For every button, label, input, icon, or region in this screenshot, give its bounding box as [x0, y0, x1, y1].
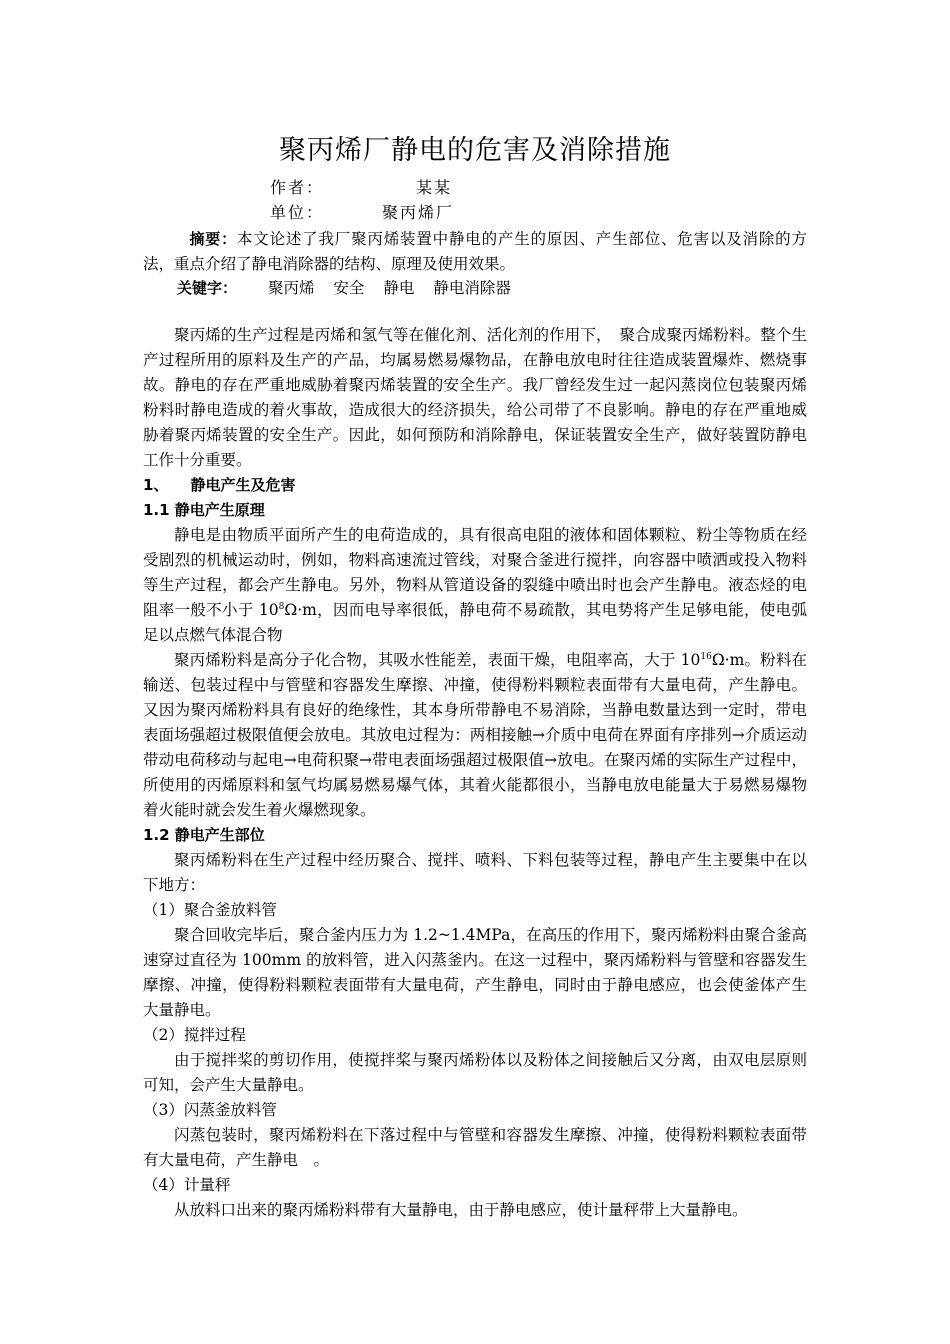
keyword: 聚丙烯 — [267, 279, 315, 297]
section-number: 1、 — [143, 476, 169, 494]
abstract-text: 本文论述了我厂聚丙烯装置中静电的产生的原因、产生部位、危害以及消除的方法，重点介绍了静电消除器的结构、原理及使用效果。 — [143, 230, 807, 273]
list-item-text: 由于搅拌桨的剪切作用，使搅拌桨与聚丙烯粉体以及粉体之间接触后又分离，由双电层原则可知，会产生大量静电。 — [143, 1051, 807, 1094]
author-label: 作者： — [270, 178, 325, 197]
abstract — [143, 227, 807, 277]
subsection-heading: 1.1 静电产生原理 — [143, 501, 265, 519]
list-item-label: （1）聚合釜放料管 — [143, 901, 277, 919]
paragraph — [143, 648, 807, 823]
document-title: 聚丙烯厂静电的危害及消除措施 — [279, 135, 671, 166]
main-content — [143, 323, 807, 1223]
intro-paragraph: 聚丙烯的生产过程是丙烯和氢气等在催化剂、活化剂的作用下， 聚合成聚丙烯粉料。整个生产过程所用的原料及生产的产品，均属易燃易爆物品，在静电放电时往往造成装置爆炸、燃烧事故。静电的存在严重地威胁着聚丙烯装置的安全生产。我厂曾经发生过一起闪蒸岗位包装聚丙烯粉料时静电造成的着火事故，造成很大的经济损失，给公司带了不良影响。静电的存在严重地威胁着聚丙烯装置的安全生产。因此，如何预防和消除静电，保证装置安全生产，做好装置防静电工作十分重要。 — [143, 326, 807, 469]
text-run: 聚丙烯粉料是高分子化合物，其吸水性能差，表面干燥，电阻率高，大于 10 — [174, 651, 701, 669]
keywords-label: 关键字： — [177, 279, 238, 297]
keywords — [177, 276, 841, 301]
unit-label: 单位： — [270, 203, 325, 222]
list-item-label: （2）搅拌过程 — [143, 1026, 246, 1044]
superscript: 8 — [278, 601, 285, 612]
text-run: 静电是由物质平面所产生的电荷造成的，具有很高电阻的液体和固体颗粒、粉尘等物质在经受剧烈的机械运动时，例如，物料高速流过管线，对聚合釜进行搅拌，向容器中喷洒或投入物料等生产过程，都会产生静电。另外，物料从管道设备的裂缝中喷出时也会产生静电。液态烃的电阻率一般不小于 10 — [143, 526, 807, 619]
superscript: 16 — [700, 651, 712, 662]
author-name: 某某 — [416, 178, 453, 197]
section-title: 静电产生及危害 — [190, 476, 296, 494]
section-heading — [143, 473, 807, 498]
abstract-label: 摘要： — [189, 230, 237, 248]
list-item-label: （3）闪蒸釜放料管 — [143, 1101, 277, 1119]
author-line — [270, 177, 452, 199]
paragraph — [143, 523, 807, 648]
paragraph: 聚丙烯粉料在生产过程中经历聚合、搅拌、喷料、下料包装等过程，静电产生主要集中在以下地方： — [143, 851, 807, 894]
list-item-label: （4）计量秤 — [143, 1176, 231, 1194]
keyword: 安全 — [333, 279, 365, 297]
keyword: 静电 — [383, 279, 415, 297]
text-run: Ω·m，因而电导率很低，静电荷不易疏散，其电势将产生足够电能，使电弧足以点燃气体混合物 — [143, 601, 807, 644]
list-item-text: 闪蒸包装时，聚丙烯粉料在下落过程中与管壁和容器发生摩擦、冲撞，使得粉料颗粒表面带有大量电荷，产生静电 。 — [143, 1126, 807, 1169]
keyword: 静电消除器 — [433, 279, 511, 297]
text-run: Ω·m。粉料在输送、包装过程中与管壁和容器发生摩擦、冲撞，使得粉料颗粒表面带有大量电荷，产生静电。又因为聚丙烯粉料具有良好的绝缘性，其本身所带静电不易消除，当静电数量达到一定时，带电表面场强超过极限值便会放电。其放电过程为：两相接触→介质中电荷在界面有序排列→介质运动带动电荷移动与起电→电荷积聚→带电表面场强超过极限值→放电。在聚丙烯的实际生产过程中，所使用的丙烯原料和氢气均属易燃易爆气体，其着火能都很小，当静电放电能量大于易燃易爆物着火能时就会发生着火爆燃现象。 — [143, 651, 807, 819]
subsection-heading: 1.2 静电产生部位 — [143, 826, 265, 844]
unit-line — [270, 202, 454, 224]
list-item-text: 聚合回收完毕后，聚合釜内压力为 1.2~1.4MPa，在高压的作用下，聚丙烯粉料由聚合釜高速穿过直径为 100mm 的放料管，进入闪蒸釜内。在这一过程中，聚丙烯粉料与管壁和容器发生摩擦、冲撞，使得粉料颗粒表面带有大量电荷，产生静电，同时由于静电感应，也会使釜体产生大量静电。 — [143, 926, 807, 1019]
unit-name: 聚丙烯厂 — [382, 203, 455, 222]
list-item-text: 从放料口出来的聚丙烯粉料带有大量静电，由于静电感应，使计量秤带上大量静电。 — [174, 1201, 748, 1219]
